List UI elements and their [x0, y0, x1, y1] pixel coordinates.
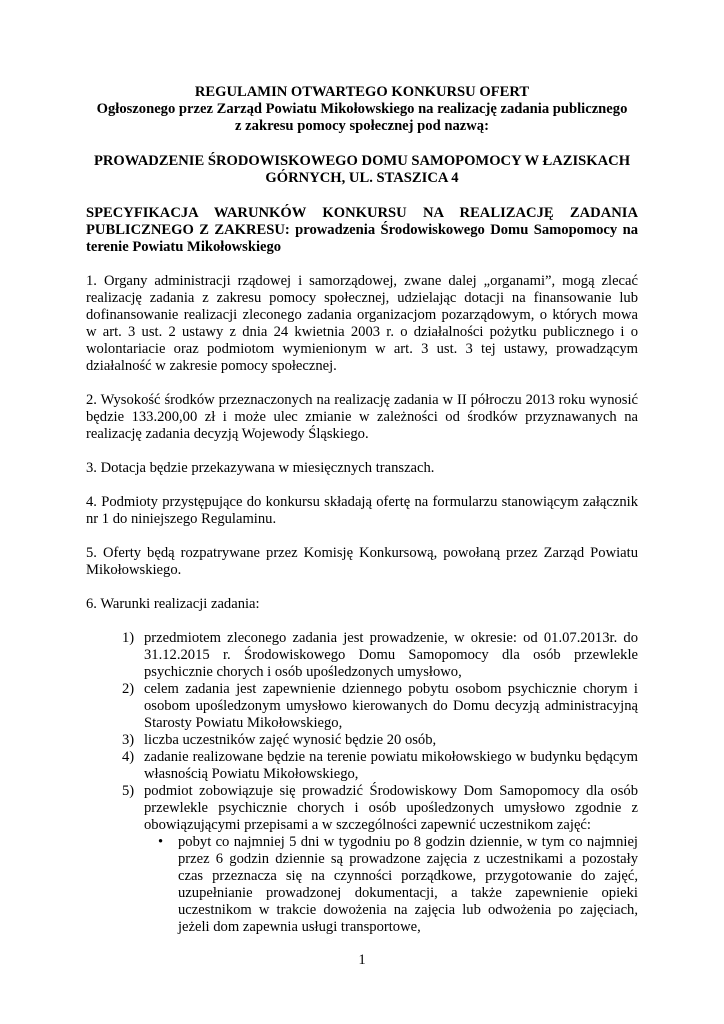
sub-bullet-list — [144, 834, 638, 936]
list-item — [122, 749, 638, 783]
specification-heading: SPECYFIKACJA WARUNKÓW KONKURSU NA REALIZACJĘ ZADANIA PUBLICZNEGO Z ZAKRESU: prowadzenia Środowiskowego Domu Samopomocy na terenie Powiatu Mikołowskiego — [86, 205, 638, 255]
list-item-text: przedmiotem zleconego zadania jest prowadzenie, w okresie: od 01.07.2013r. do 31.12.2015 r. Środowiskowego Domu Samopomocy dla osób przewlekle psychicznie chorych i osób upośledzonych umysłowo, — [144, 630, 638, 680]
list-item — [122, 630, 638, 681]
list-item-number: 4) — [122, 749, 135, 765]
list-item — [122, 783, 638, 936]
page-number: 1 — [358, 952, 366, 968]
list-item — [122, 732, 638, 749]
list-item-number: 3) — [122, 732, 135, 748]
paragraph-3: 3. Dotacja będzie przekazywana w miesięcznych transzach. — [86, 460, 435, 476]
bullet-text: pobyt co najmniej 5 dni w tygodniu po 8 godzin dziennie, w tym co najmniej przez 6 godzin dziennie są prowadzone zajęcia z uczestnikami a pozostały czas przeznacza się na czynności porządkowe, przygotowanie do zajęć, uzupełnianie prowadzonej dokumentacji, a także zapewnienie opieki uczestnikom w trakcie dowożenia na zajęcia lub odwożenia po zajęciach, jeżeli dom zapewnia usługi transportowe, — [178, 834, 638, 935]
paragraph-5: 5. Oferty będą rozpatrywane przez Komisję Konkursową, powołaną przez Zarząd Powiatu Mikołowskiego. — [86, 545, 638, 578]
list-item-text: zadanie realizowane będzie na terenie powiatu mikołowskiego w budynku będącym własnością Powiatu Mikołowskiego, — [144, 749, 638, 782]
list-item-text: celem zadania jest zapewnienie dziennego pobytu osobom psychicznie chorym i osobom upośledzonym umysłowo kierowanych do Domu decyzją administracyjną Starosty Powiatu Mikołowskiego, — [144, 681, 638, 731]
list-item — [122, 681, 638, 732]
list-item-number: 2) — [122, 681, 135, 697]
task-title-line2: GÓRNYCH, UL. STASZICA 4 — [265, 170, 459, 186]
paragraph-4: 4. Podmioty przystępujące do konkursu składają ofertę na formularzu stanowiącym załącznik nr 1 do niniejszego Regulaminu. — [86, 494, 638, 527]
list-item-number: 1) — [122, 630, 135, 646]
document-body — [86, 273, 638, 936]
paragraph-6: 6. Warunki realizacji zadania: — [86, 596, 260, 612]
header-subtitle-line1: Ogłoszonego przez Zarząd Powiatu Mikołowskiego na realizację zadania publicznego — [96, 101, 628, 117]
paragraph-2: 2. Wysokość środków przeznaczonych na realizację zadania w II półroczu 2013 roku wynosić będzie 133.200,00 zł i może ulec zmianie w zależności od środków przyznawanych na realizację zadania decyzją Wojewody Śląskiego. — [86, 392, 638, 442]
list-item-number: 5) — [122, 783, 135, 799]
task-title-line1: PROWADZENIE ŚRODOWISKOWEGO DOMU SAMOPOMOCY W ŁAZISKACH — [93, 153, 631, 169]
list-item-text: podmiot zobowiązuje się prowadzić Środowiskowy Dom Samopomocy dla osób przewlekle psychicznie chorych i osób upośledzonych umysłowo zgodnie z obowiązującymi przepisami a w szczególności zapewnić uczestnikom zajęć: — [144, 783, 638, 833]
conditions-list — [86, 630, 638, 936]
bullet-item — [154, 834, 638, 936]
bullet-icon: • — [158, 834, 164, 850]
paragraph-1: 1. Organy administracji rządowej i samorządowej, zwane dalej „organami”, mogą zlecać realizację zadania z zakresu pomocy społecznej, udzielając dotacji na finansowanie lub dofinansowanie realizacji zleconego zadania organizacjom pozarządowym, o których mowa w art. 3 ust. 2 ustawy z dnia 24 kwietnia 2003 r. o działalności pożytku publicznego i o wolontariacie oraz podmiotom wymienionym w art. 3 ust. 3 tej ustawy, prowadzącym działalność w zakresie pomocy społecznej. — [86, 273, 638, 374]
task-title — [86, 153, 638, 187]
document-header — [86, 84, 638, 187]
list-item-text: liczba uczestników zajęć wynosić będzie 20 osób, — [144, 732, 437, 748]
header-title: REGULAMIN OTWARTEGO KONKURSU OFERT — [194, 84, 530, 100]
header-subtitle-line2: z zakresu pomocy społecznej pod nazwą: — [235, 118, 489, 134]
